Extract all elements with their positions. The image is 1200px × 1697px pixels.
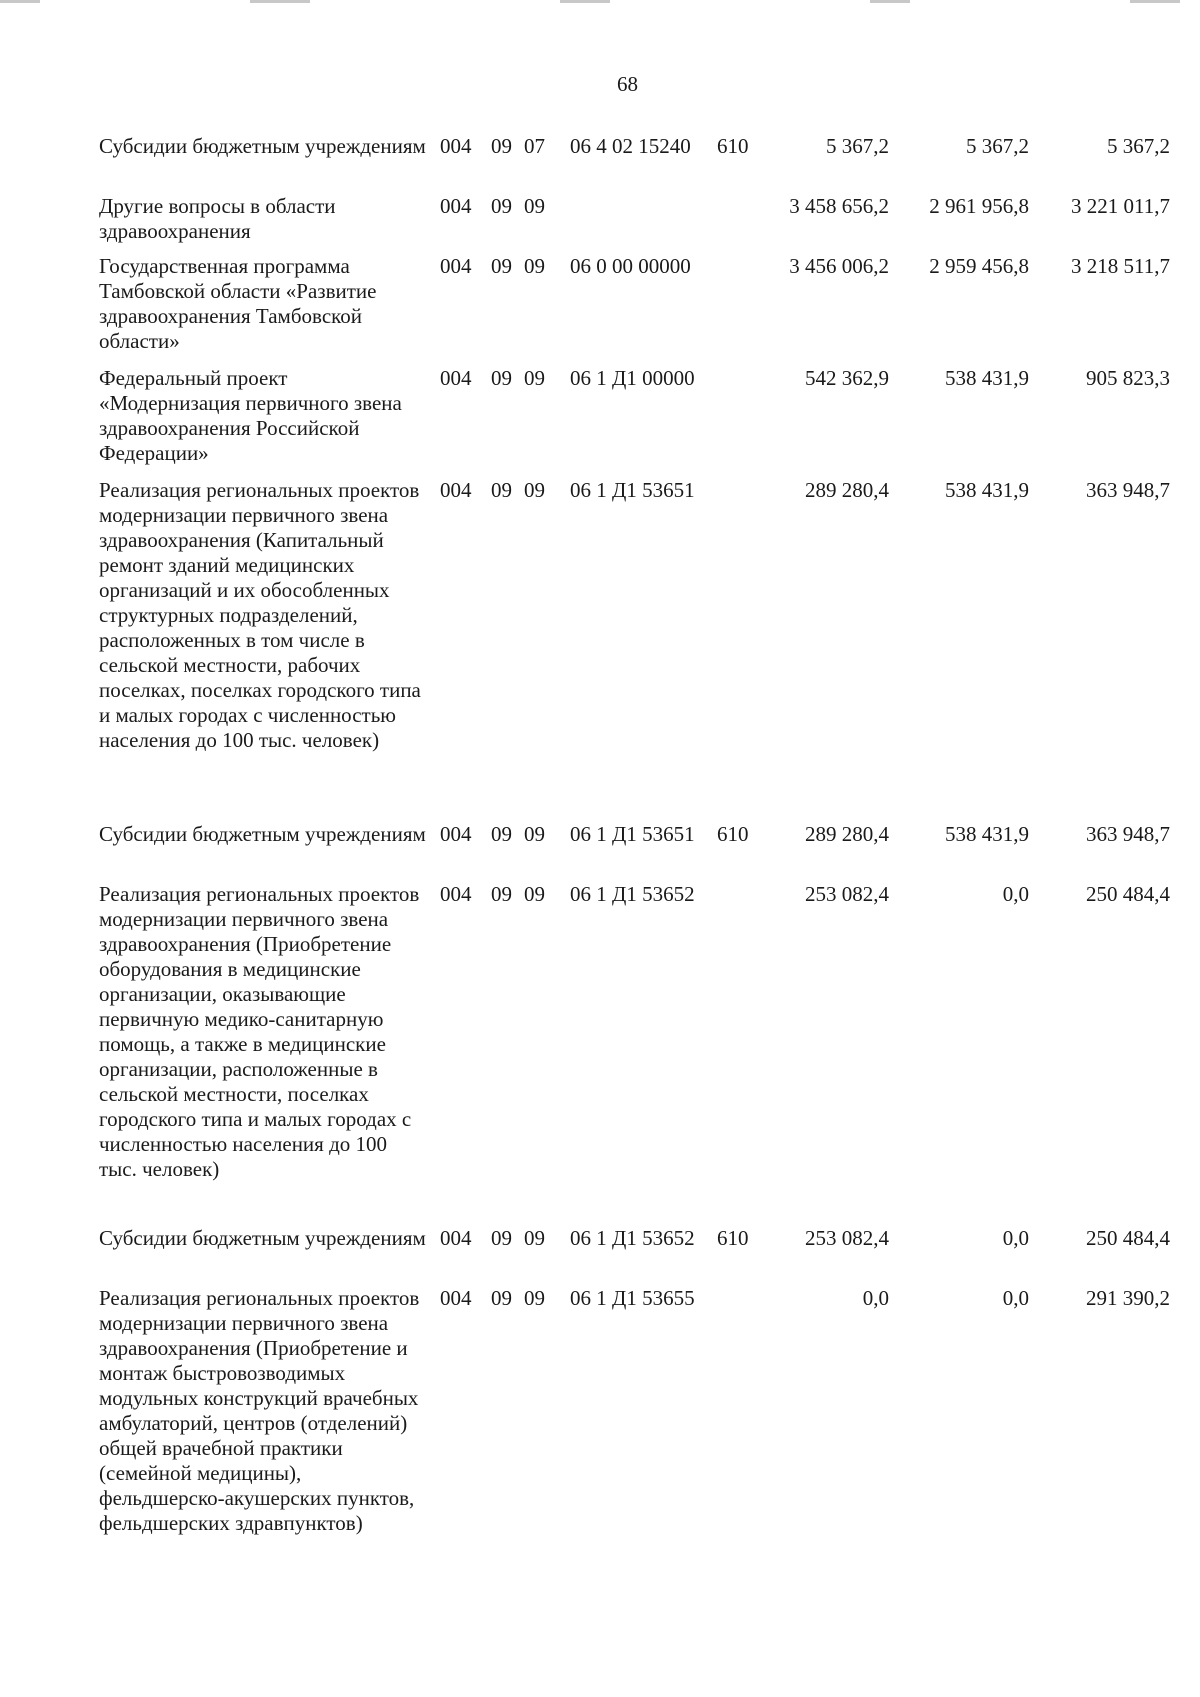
row-ved-code: 004	[440, 478, 472, 502]
row-expense-type: 610	[717, 134, 749, 158]
row-expense-type: 610	[717, 822, 749, 846]
row-amount-year2: 2 961 956,8	[929, 194, 1029, 218]
row-target-article: 06 4 02 15240	[570, 134, 691, 158]
scan-edge-mark	[1130, 0, 1180, 3]
row-target-article: 06 1 Д1 53652	[570, 882, 695, 906]
row-target-article: 06 1 Д1 53655	[570, 1286, 695, 1310]
row-amount-year3: 3 221 011,7	[1071, 194, 1170, 218]
row-amount-year3: 5 367,2	[1107, 134, 1170, 158]
scan-edge-mark	[560, 0, 610, 3]
row-ved-code: 004	[440, 822, 472, 846]
row-subsection-code: 09	[524, 1286, 545, 1310]
row-name: Реализация региональных проектов модернизации первичного звена здравоохранения (Капитальный ремонт зданий медицинских организаций и их обособленных структурных подразделений, расположенных в том числе в сельской местности, рабочих поселках, поселках городского типа и малых городах с численностью населения до 100 тыс. человек)	[99, 478, 421, 752]
row-section-code: 09	[491, 478, 512, 502]
row-target-article: 06 1 Д1 53651	[570, 478, 695, 502]
row-target-article: 06 1 Д1 53651	[570, 822, 695, 846]
row-subsection-code: 09	[524, 882, 545, 906]
row-section-code: 09	[491, 1226, 512, 1250]
row-expense-type: 610	[717, 1226, 749, 1250]
row-amount-year2: 538 431,9	[945, 478, 1029, 502]
row-name: Другие вопросы в области здравоохранения	[99, 194, 336, 243]
row-subsection-code: 07	[524, 134, 545, 158]
row-subsection-code: 09	[524, 194, 545, 218]
row-amount-year3: 250 484,4	[1086, 1226, 1170, 1250]
row-section-code: 09	[491, 254, 512, 278]
row-amount-year3: 905 823,3	[1086, 366, 1170, 390]
row-subsection-code: 09	[524, 822, 545, 846]
scan-edge-mark	[250, 0, 310, 3]
row-name: Субсидии бюджетным учреждениям	[99, 822, 426, 846]
row-ved-code: 004	[440, 1286, 472, 1310]
row-amount-year1: 3 456 006,2	[789, 254, 889, 278]
row-section-code: 09	[491, 1286, 512, 1310]
row-amount-year2: 0,0	[1002, 1286, 1029, 1310]
row-subsection-code: 09	[524, 478, 545, 502]
row-ved-code: 004	[440, 1226, 472, 1250]
row-section-code: 09	[491, 882, 512, 906]
row-amount-year2: 0,0	[1002, 882, 1029, 906]
row-ved-code: 004	[440, 194, 472, 218]
row-amount-year1: 0,0	[862, 1286, 889, 1310]
row-amount-year1: 542 362,9	[805, 366, 889, 390]
row-section-code: 09	[491, 822, 512, 846]
row-amount-year1: 253 082,4	[805, 882, 889, 906]
row-name: Субсидии бюджетным учреждениям	[99, 134, 426, 158]
scan-edge-mark	[870, 0, 910, 3]
row-amount-year3: 291 390,2	[1086, 1286, 1170, 1310]
row-name: Субсидии бюджетным учреждениям	[99, 1226, 426, 1250]
row-section-code: 09	[491, 366, 512, 390]
scan-edge-mark	[0, 0, 40, 3]
row-subsection-code: 09	[524, 366, 545, 390]
page-number: 68	[617, 72, 638, 96]
row-amount-year3: 3 218 511,7	[1071, 254, 1170, 278]
row-amount-year3: 363 948,7	[1086, 478, 1170, 502]
row-name: Реализация региональных проектов модернизации первичного звена здравоохранения (Приобретение оборудования в медицинские организации, оказывающие первичную медико-санитарную помощь, а также в медицинские организации, расположенные в сельской местности, поселках городского типа и малых городах с численностью населения до 100 тыс. человек)	[99, 882, 420, 1181]
row-target-article: 06 0 00 00000	[570, 254, 691, 278]
row-name: Государственная программа Тамбовской области «Развитие здравоохранения Тамбовской области»	[99, 254, 377, 353]
row-section-code: 09	[491, 134, 512, 158]
row-amount-year2: 538 431,9	[945, 822, 1029, 846]
row-amount-year1: 289 280,4	[805, 478, 889, 502]
row-amount-year1: 289 280,4	[805, 822, 889, 846]
row-amount-year3: 250 484,4	[1086, 882, 1170, 906]
row-amount-year2: 5 367,2	[966, 134, 1029, 158]
row-section-code: 09	[491, 194, 512, 218]
row-amount-year2: 538 431,9	[945, 366, 1029, 390]
row-subsection-code: 09	[524, 1226, 545, 1250]
row-amount-year1: 5 367,2	[826, 134, 889, 158]
row-amount-year2: 0,0	[1002, 1226, 1029, 1250]
row-name: Реализация региональных проектов модернизации первичного звена здравоохранения (Приобретение и монтаж быстровозводимых модульных конструкций врачебных амбулаторий, центров (отделений) общей врачебной практики (семейной медицины), фельдшерско-акушерских пунктов, фельдшерских здравпунктов)	[99, 1286, 420, 1535]
row-target-article: 06 1 Д1 00000	[570, 366, 695, 390]
row-amount-year3: 363 948,7	[1086, 822, 1170, 846]
row-name: Федеральный проект «Модернизация первичного звена здравоохранения Российской Федерации»	[99, 366, 402, 465]
row-ved-code: 004	[440, 134, 472, 158]
row-subsection-code: 09	[524, 254, 545, 278]
row-amount-year1: 3 458 656,2	[789, 194, 889, 218]
row-ved-code: 004	[440, 366, 472, 390]
row-target-article: 06 1 Д1 53652	[570, 1226, 695, 1250]
row-amount-year2: 2 959 456,8	[929, 254, 1029, 278]
row-ved-code: 004	[440, 254, 472, 278]
row-amount-year1: 253 082,4	[805, 1226, 889, 1250]
row-ved-code: 004	[440, 882, 472, 906]
